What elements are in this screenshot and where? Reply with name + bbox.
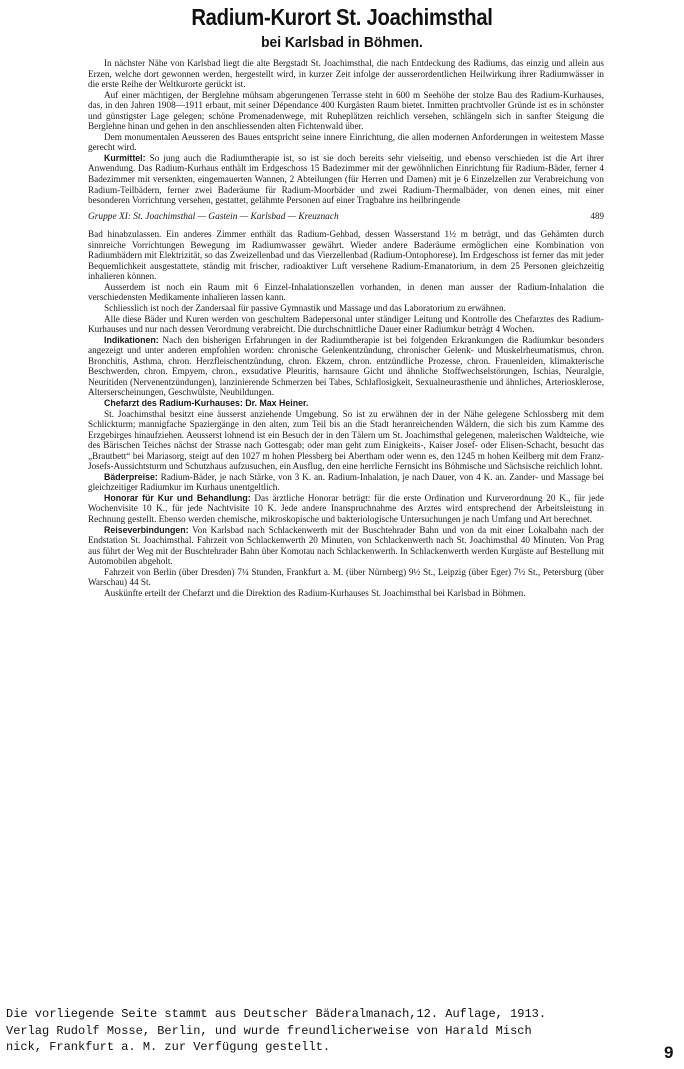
source-note bbox=[6, 1006, 646, 1056]
paragraph: Auskünfte erteilt der Chefarzt und die Direktion des Radium-Kurhauses St. Joachimsthal bei Karlsbad in Böhmen. bbox=[104, 587, 526, 598]
paragraph-text: Das ärztliche Honorar beträgt: für die erste Ordination und Kurverordnung 20 K., für jede Wochenvisite 10 K., für jede Nachtvisite 10 K. Jede andere Inanspruchnahme des Arztes wird entsprechend der Arbeitsleistung in Rechnung gestellt. Ebenso werden chemische, mikroskopische und bakteriologische Untersuchungen je nach Umfang und Art berechnet. bbox=[88, 492, 604, 524]
paragraph-text: Radium-Bäder, je nach Stärke, von 3 K. an. Radium-Inhalation, je nach Dauer, von 4 K. an. Zander- und Massage bei gleichzeitiger Radiumkur im Kurhaus unentgeltlich. bbox=[88, 471, 604, 493]
paragraph bbox=[88, 153, 604, 206]
section-label: Bäderpreise: bbox=[104, 471, 158, 482]
running-head-text: Gruppe XI: St. Joachimsthal — Gastein — Karlsbad — Kreuznach bbox=[88, 211, 339, 222]
paragraph-text: So jung auch die Radiumtherapie ist, so ist sie doch bereits sehr vielseitig, und ebenso verschieden ist die Art ihrer Anwendung. Das Radium-Kurhaus enthält im Erdgeschoss 15 Badezimmer mit der gewöhnlichen Einrichtung für Radium-Bäder, ferner 4 Badezimmer mit versenkten, eingemauerten Wannen, 2 Abteilungen (für Herren und Damen) mit je 6 Einzelzellen zur Verabreichung von Radium-Teilbädern, ferner zwei Baderäume für Radium-Moorbäder und zwei Radium-Thermalbäder, von denen eines, mit einer besonderen Vorrichtung versehen, gestattet, gelähmte Personen auf einer Tragbahre ins heilbringende bbox=[88, 152, 604, 206]
paragraph bbox=[88, 493, 604, 525]
paragraph: Bad hinabzulassen. Ein anderes Zimmer enthält das Radium-Gehbad, dessen Wasserstand 1½ m beträgt, und das Gehämten durch sinnreiche Vorrichtungen Bewegung im Radiumwasser gewährt. Wieder andere Baderäume ermöglichen eine Kombination von Radiumbädern mit Elektrizität, so das Zweizellenbad und das Vierzellenbad (Radium-Ontophorese). Im Erdgeschoss ist ferner das mit jeder Bequemlichkeit ausgestattete, ständig mit frischer, radioaktiver Luft versehene Radium-Emanatorium, in dem 25 Personen gleichzeitig inhalieren können. bbox=[88, 229, 604, 282]
running-head-page: 489 bbox=[590, 210, 604, 221]
paragraph bbox=[88, 525, 604, 567]
paragraph: Alle diese Bäder und Kuren werden von geschultem Badepersonal unter ständiger Leitung und Kontrolle des Chefarztes des Radium-Kurhauses und nur nach dessen Verordnung verabreicht. Die durchschnittliche Dauer einer Radiumkur beträgt 4 Wochen. bbox=[88, 313, 604, 335]
paragraph: Auf einer mächtigen, der Berglehne mühsam abgerungenen Terrasse steht in 600 m Seehöhe der stolze Bau des Radium-Kurhauses, das, in den Jahren 1908—1911 erbaut, mit seiner Dépendance 400 Kurgästen Raum bietet. Inmitten prachtvoller Gründe ist es in schönster und günstigster Lage gelegen; schöne Promenadenwege, mit Ruheplätzen reichlich versehen, schlängeln sich in sanfter Steigung die Berglehne hinan und gehen in den anschliessenden alten Fichtenwald über. bbox=[88, 89, 604, 132]
article-body bbox=[88, 58, 604, 598]
paragraph: Fahrzeit von Berlin (über Dresden) 7¼ Stunden, Frankfurt a. M. (über Nürnberg) 9½ St., Leipzig (über Eger) 7½ St., Petersburg (über Warschau) 44 St. bbox=[88, 566, 604, 588]
page-subtitle: bei Karlsbad in Böhmen. bbox=[261, 34, 423, 51]
page-title: Radium-Kurort St. Joachimsthal bbox=[191, 4, 493, 30]
paragraph: In nächster Nähe von Karlsbad liegt die alte Bergstadt St. Joachimsthal, die nach Entdeckung des Radiums, das einzig und allein aus Erzen, welche dort gewonnen werden, hergestellt wird, in kurzer Zeit infolge der ausserordentlichen Heilwirkung ihrer Radiumwässer in die erste Reihe der Weltkurorte gerückt ist. bbox=[88, 58, 604, 90]
paragraph-text: Von Karlsbad nach Schlackenwerth mit der Buschtehrader Bahn und von da mit einer Lokalbahn nach der Endstation St. Joachimsthal. Fahrzeit von Schlackenwerth 20 Minuten, von Schlackenwerth nach St. Joachimsthal 40 Minuten. Von Prag aus führt der Weg mit der Buschtehrader Bahn über Komotau nach Schlackenwerth. In Schlackenwerth werden Kurgäste auf Bestellung mit Automobilen abgeholt. bbox=[88, 524, 604, 567]
paragraph: Dem monumentalen Aeusseren des Baues entspricht seine innere Einrichtung, die allen modernen Anforderungen in weitestem Masse gerecht wird. bbox=[88, 131, 604, 153]
section-label: Kurmittel: bbox=[104, 152, 146, 163]
paragraph: St. Joachimsthal besitzt eine äusserst anziehende Umgebung. So ist zu erwähnen der in der Nähe gelegene Schlossberg mit dem Schlickturm; mannigfache Spaziergänge in den alten, zum Teil bis an die Stadt heranreichenden Wäldern, die sich bis zum Kamme des Erzgebirges hinaufziehen. Aeusserst lohnend ist ein Besuch der in den Tälern um St. Joachimsthal gelegenen, malerischen Waldteiche, wie des Bärischen Teiches nächst der Strasse nach Gottesgab; oder man geht zum Einigkeits-, Kaiser Josef- oder Elisen-Schacht, besucht das „Brautbett“ bei Mariasorg, steigt auf den 1027 m hohen Plessberg bei Abertham oder wenn es, den 1245 m hohen Keilberg mit dem Franz-Josefs-Aussichtsturm und Schutzhaus aufzusuchen, ein Ausflug, den eine herrliche Fernsicht ins Böhmische und Sächsische reichlich lohnt. bbox=[88, 408, 604, 472]
section-label: Honorar für Kur und Behandlung: bbox=[104, 492, 251, 503]
section-label: Indikationen: bbox=[104, 334, 159, 345]
paragraph: Schliesslich ist noch der Zandersaal für passive Gymnastik und Massage und das Laboratorium zu erwähnen. bbox=[104, 303, 506, 314]
source-note-line: nick, Frankfurt a. M. zur Verfügung gestellt. bbox=[6, 1040, 331, 1054]
paragraph bbox=[88, 472, 604, 493]
section-label: Chefarzt des Radium-Kurhauses: Dr. Max Heiner. bbox=[104, 397, 309, 408]
page-number: 9 bbox=[664, 1043, 674, 1062]
paragraph bbox=[88, 335, 604, 398]
paragraph-text: Nach den bisherigen Erfahrungen in der Radiumtherapie ist bei folgenden Erkrankungen die Radiumkur besonders angezeigt und unter anderen empfohlen worden: chronische Gelenkentzündung, chronischer Gelenk- und Muskelrheumatismus, chron. Bronchitis, Asthma, chron. Herzfleischentzündung, chron. Ekzem, chron. entzündliche Prozesse, chron. Frauenleiden, klimakterische Beschwerden, chron. Empyem, chron., exsudative Pleuritis, harnsaure Gicht und ähnliche Stoffwechselstörungen, Ischias, Neuralgie, Neuritiden (Nervenentzündungen), lanzinierende Schmerzen bei Tabes, Schlaflosigkeit, Sexualneurasthenie und ähnliches, Arteriosklerose, Alterserscheinungen, Geschwülste, Neubildungen. bbox=[88, 334, 604, 398]
running-head bbox=[88, 211, 604, 223]
section-label: Reiseverbindungen: bbox=[104, 524, 189, 535]
source-note-line: Verlag Rudolf Mosse, Berlin, und wurde freundlicherweise von Harald Misch bbox=[6, 1023, 532, 1038]
paragraph bbox=[88, 398, 604, 409]
paragraph: Ausserdem ist noch ein Raum mit 6 Einzel-Inhalationszellen vorhanden, in denen man ausser der Radium-Inhalation die verschiedensten Medikamente inhalieren lassen kann. bbox=[88, 281, 604, 303]
source-note-line: Die vorliegende Seite stammt aus Deutscher Bäderalmanach,12. Auflage, 1913. bbox=[6, 1007, 547, 1021]
